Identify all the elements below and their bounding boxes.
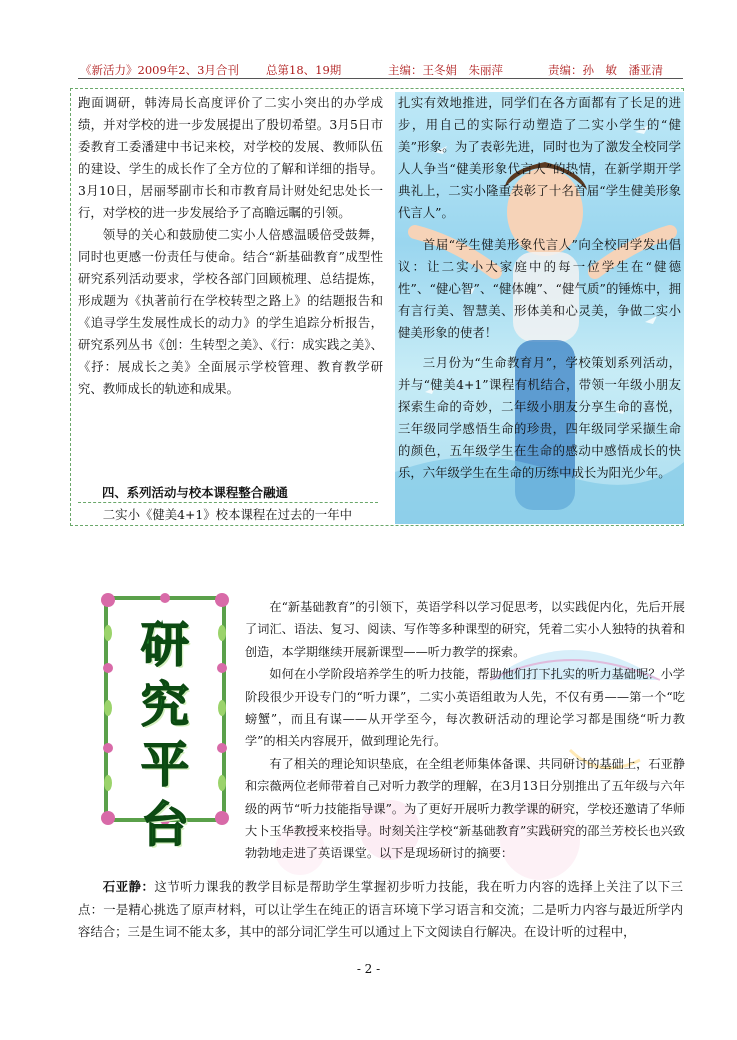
journal-title: 《新活力》2009年2、3月合刊 [80, 63, 239, 77]
left-paragraph-2: 领导的关心和鼓励使二实小人倍感温暖倍受鼓舞，同时也更感一份责任与使命。结合“新基础教育”成型性研究系列活动要求，学校各部门回顾梳理、总结提炼，形成题为《执著前行在学校转型之路上》的结题报告和《追寻学生发展性成长的动力》的学生追踪分析报告，研究系列丛书《创：生转型之美》、《行：成实践之美》、《抒：展成长之美》全面展示学校管理、教育教学研究、教师成长的轨迹和成果。 [78, 227, 383, 396]
title-char-3: 平 [140, 737, 189, 793]
responsible-editors: 责编：孙 敏 潘亚清 [548, 63, 663, 77]
title-char-2: 究 [140, 677, 189, 733]
research-paragraph-2: 如何在小学阶段培养学生的听力技能，帮助他们打下扎实的听力基础呢？小学阶段很少开设专门的“听力课”，二实小英语组敢为人先，不仅有勇——第一个“吃螃蟹”，而且有谋——从开学至今，每次教研活动的理论学习都是围绕“听力教学”的相关内容展开，做到理论先行。 [245, 667, 685, 749]
research-platform-title [115, 615, 215, 855]
research-platform-body [245, 596, 685, 865]
right-paragraph-1: 扎实有效地推进，同学们在各方面都有了长足的进步，用自己的实际行动塑造了二实小学生的“健美”形象。为了表彰先进，同时也为了激发全校同学人人争当“健美形象代言人”的热情，在新学期开学典礼上，二实小隆重表彰了十名首届“学生健美形象代言人”。 [398, 95, 681, 220]
section-4-body: 二实小《健美4+1》校本课程在过去的一年中 [102, 507, 352, 522]
issue-number: 总第18、19期 [266, 63, 342, 77]
speaker-text: 这节听力课我的教学目标是帮助学生掌握初步听力技能，我在听力内容的选择上关注了以下三点：一是精心挑选了原声材料，可以让学生在纯正的语言环境下学习语言和交流；二是听力内容与最近所学内容结合；三是生词不能太多，其中的部分词汇学生可以通过上下文阅读自行解决。在设计听的过程中， [78, 879, 684, 939]
right-paragraph-3: 三月份为“生命教育月”，学校策划系列活动，并与“健美4+1”课程有机结合，带领一年级小朋友探索生命的奇妙，二年级小朋友分享生命的喜悦，三年级同学感悟生命的珍贵，四年级同学采撷生命的颜色，五年级学生在生命的感动中感悟成长的快乐，六年级学生在生命的历练中成长为阳光少年。 [398, 355, 681, 480]
left-column [78, 92, 383, 524]
right-paragraph-2: 首届“学生健美形象代言人”向全校同学发出倡议：让二实小大家庭中的每一位学生在“健德性”、“健心智”、“健体魄”、“健气质”的锤炼中，拥有言行美、智慧美、形体美和心灵美，争做二实小健美形象的使者！ [398, 237, 681, 340]
left-paragraph-1: 跑面调研，韩涛局长高度评价了二实小突出的办学成绩，并对学校的进一步发展提出了殷切希望。3月5日市委教育工委潘建中书记来校，对学校的发展、教师队伍的建设、学生的成长作了全方位的了解和详细的指导。3月10日，居丽琴副市长和市教育局计财处纪忠处长一行，对学校的进一步发展给予了高瞻远瞩的引领。 [78, 95, 383, 220]
research-paragraph-3: 有了相关的理论知识垫底，在全组老师集体备课、共同研讨的基础上，石亚静和宗薇两位老师带着自己对听力教学的理解，在3月13日分别推出了五年级与六年级的两节“听力技能指导课”。为了更好开展听力教学课的研究，学校还邀请了华师大卜玉华教授来校指导。时刻关注学校“新基础教育”实践研究的邵兰芳校长也兴致勃勃地走进了英语课堂。以下是现场研讨的摘要： [245, 756, 685, 861]
title-char-4: 台 [140, 797, 189, 853]
research-paragraph-1: 在“新基础教育”的引领下，英语学科以学习促思考，以实践促内化，先后开展了词汇、语法、复习、阅读、写作等多种课型的研究，凭着二实小人独特的执着和创造，本学期继续开展新课型——听力教学的探索。 [245, 600, 685, 659]
speaker-name: 石亚静： [102, 879, 155, 894]
section-divider [78, 502, 378, 503]
page-number: - 2 - [356, 962, 381, 976]
section-4-heading: 四、系列活动与校本课程整合融通 [102, 485, 288, 500]
chief-editors: 主编：王冬娟 朱丽萍 [388, 63, 503, 77]
running-header [78, 62, 683, 79]
discussion-excerpt [78, 876, 683, 944]
right-column [398, 92, 681, 484]
title-char-1: 研 [140, 617, 189, 673]
